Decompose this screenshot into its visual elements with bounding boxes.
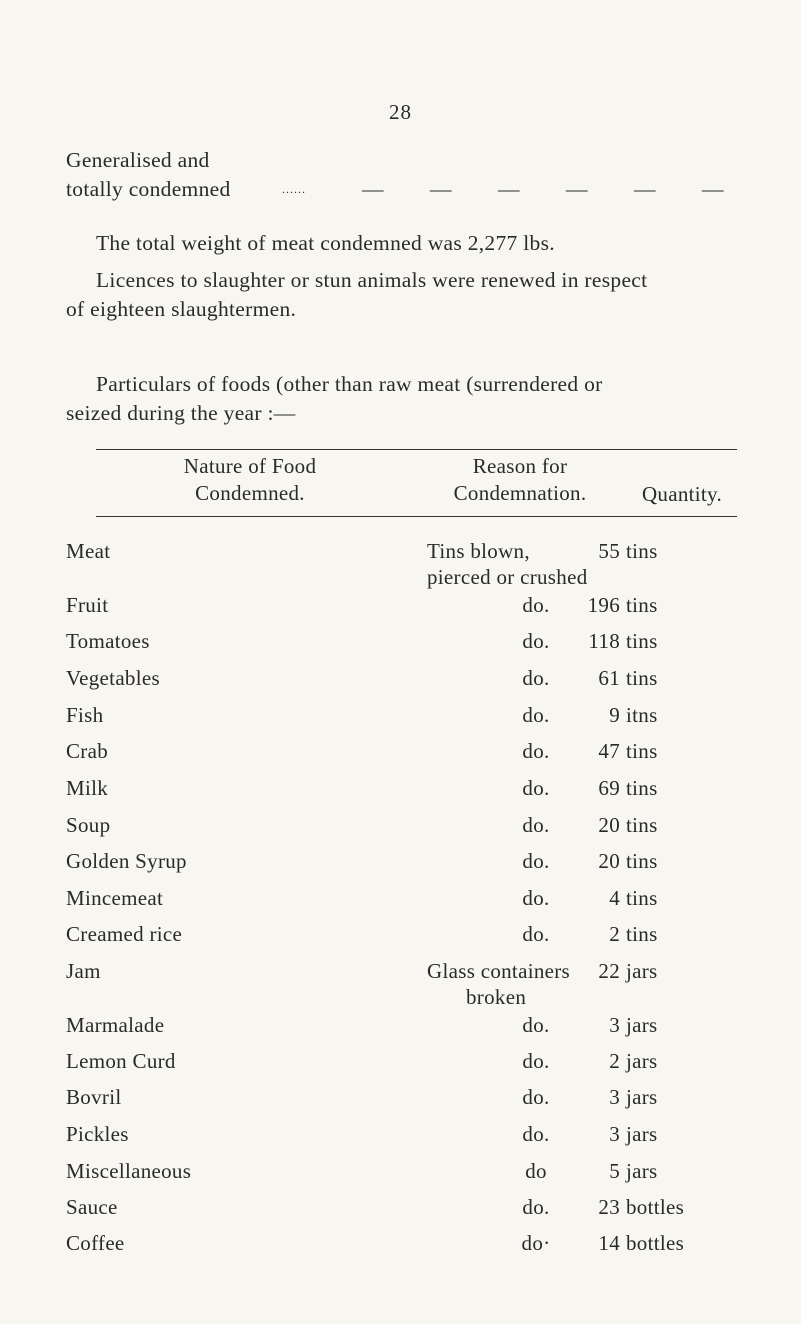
leader-dots: ...... xyxy=(282,182,306,196)
quantity-unit: jars xyxy=(626,1013,658,1037)
header-reason-line2: Condemnation. xyxy=(453,481,587,505)
condemnation-reason: do. xyxy=(522,739,550,763)
licence-paragraph xyxy=(66,266,738,324)
table-row xyxy=(66,775,746,815)
table-row xyxy=(66,1121,746,1161)
food-name: Jam xyxy=(66,959,101,983)
condemnation-reason: do xyxy=(525,1159,547,1183)
table-row xyxy=(66,921,746,961)
condemnation-reason: do. xyxy=(522,1085,550,1109)
quantity-unit: bottles xyxy=(626,1195,685,1219)
quantity-unit: itns xyxy=(626,703,658,727)
quantity-unit: tins xyxy=(626,739,658,763)
table-row xyxy=(66,1230,746,1270)
food-name: Bovril xyxy=(66,1085,122,1109)
quantity-value: 3 xyxy=(609,1122,620,1146)
quantity-unit: jars xyxy=(626,1049,658,1073)
food-name: Milk xyxy=(66,776,109,800)
licence-line2: of eighteen slaughtermen. xyxy=(66,297,297,321)
quantity-unit: tins xyxy=(626,886,658,910)
food-name: Coffee xyxy=(66,1231,125,1255)
quantity-unit: tins xyxy=(626,922,658,946)
total-weight-text: The total weight of meat condemned was 2,277 lbs. xyxy=(96,231,555,255)
licence-line1: Licences to slaughter or stun animals were renewed in respect xyxy=(96,268,648,292)
particulars-line1: Particulars of foods (other than raw meat (surrendered or xyxy=(96,372,603,396)
quantity-value: 5 xyxy=(609,1159,620,1183)
food-name: Creamed rice xyxy=(66,922,183,946)
dash-3: — xyxy=(498,177,520,201)
condemnation-reason-continued: pierced or crushed xyxy=(427,565,588,589)
quantity-value: 23 xyxy=(598,1195,620,1219)
food-name: Marmalade xyxy=(66,1013,165,1037)
condemnation-reason: do. xyxy=(522,629,550,653)
table-top-rule xyxy=(96,449,737,450)
condemnation-reason: do. xyxy=(522,703,550,727)
condemnation-reason: do. xyxy=(522,1122,550,1146)
food-name: Pickles xyxy=(66,1122,129,1146)
food-name: Vegetables xyxy=(66,666,160,690)
quantity-unit: tins xyxy=(626,629,658,653)
quantity-value: 4 xyxy=(609,886,620,910)
table-row xyxy=(66,628,746,668)
food-name: Fruit xyxy=(66,593,109,617)
quantity-unit: jars xyxy=(626,1159,658,1183)
quantity-value: 69 xyxy=(598,776,620,800)
quantity-value: 196 xyxy=(587,593,620,617)
dash-6: — xyxy=(702,177,724,201)
condemnation-reason: do. xyxy=(522,1195,550,1219)
header-nature-line2: Condemned. xyxy=(195,481,305,505)
table-row xyxy=(66,592,746,632)
generalised-line2: totally condemned xyxy=(66,177,231,201)
header-reason-line1: Reason for xyxy=(472,454,568,478)
food-name: Golden Syrup xyxy=(66,849,187,873)
dash-4: — xyxy=(566,177,588,201)
quantity-unit: tins xyxy=(626,849,658,873)
food-name: Miscellaneous xyxy=(66,1159,192,1183)
quantity-unit: tins xyxy=(626,776,658,800)
quantity-value: 9 xyxy=(609,703,620,727)
dash-5: — xyxy=(634,177,656,201)
food-name: Meat xyxy=(66,539,111,563)
table-row xyxy=(66,538,746,589)
quantity-value: 61 xyxy=(598,666,620,690)
condemnation-reason: do. xyxy=(522,849,550,873)
generalised-line1: Generalised and xyxy=(66,148,210,172)
condemnation-reason: Glass containers xyxy=(427,959,571,983)
quantity-value: 20 xyxy=(598,849,620,873)
header-quantity: Quantity. xyxy=(641,482,723,506)
condemnation-reason: do. xyxy=(522,922,550,946)
dash-2: — xyxy=(430,177,452,201)
quantity-unit: bottles xyxy=(626,1231,685,1255)
food-name: Sauce xyxy=(66,1195,118,1219)
header-nature xyxy=(150,453,350,507)
table-row xyxy=(66,1194,746,1234)
food-name: Soup xyxy=(66,813,111,837)
page-number: 28 xyxy=(389,100,412,124)
food-name: Lemon Curd xyxy=(66,1049,176,1073)
condemnation-reason: Tins blown, xyxy=(427,539,530,563)
generalised-paragraph xyxy=(66,146,738,204)
quantity-value: 2 xyxy=(609,1049,620,1073)
table-row xyxy=(66,1012,746,1052)
food-name: Crab xyxy=(66,739,109,763)
table-row xyxy=(66,702,746,742)
condemnation-reason: do. xyxy=(522,776,550,800)
quantity-value: 47 xyxy=(598,739,620,763)
quantity-value: 55 xyxy=(598,539,620,563)
particulars-paragraph xyxy=(66,370,738,428)
food-name: Fish xyxy=(66,703,104,727)
quantity-unit: jars xyxy=(626,1122,658,1146)
condemnation-reason: do. xyxy=(522,593,550,617)
quantity-value: 22 xyxy=(598,959,620,983)
condemnation-reason: do. xyxy=(522,666,550,690)
condemnation-reason-continued: broken xyxy=(466,985,527,1009)
quantity-unit: tins xyxy=(626,666,658,690)
food-name: Tomatoes xyxy=(66,629,150,653)
dash-1: — xyxy=(362,177,384,201)
condemnation-reason: do. xyxy=(522,1049,550,1073)
quantity-value: 2 xyxy=(609,922,620,946)
quantity-value: 20 xyxy=(598,813,620,837)
quantity-value: 14 xyxy=(598,1231,620,1255)
food-name: Mincemeat xyxy=(66,886,164,910)
table-row xyxy=(66,848,746,888)
quantity-unit: jars xyxy=(626,959,658,983)
table-row xyxy=(66,812,746,852)
table-row xyxy=(66,958,746,1009)
generalised-line2-row xyxy=(66,175,738,204)
table-row xyxy=(66,1048,746,1088)
quantity-unit: tins xyxy=(626,813,658,837)
quantity-unit: tins xyxy=(626,593,658,617)
quantity-unit: jars xyxy=(626,1085,658,1109)
table-row xyxy=(66,885,746,925)
quantity-value: 3 xyxy=(609,1085,620,1109)
quantity-value: 3 xyxy=(609,1013,620,1037)
quantity-value: 118 xyxy=(588,629,620,653)
particulars-line2: seized during the year :— xyxy=(66,401,296,425)
table-row xyxy=(66,665,746,705)
condemnation-reason: do. xyxy=(522,1013,550,1037)
quantity-unit: tins xyxy=(626,539,658,563)
header-nature-line1: Nature of Food xyxy=(183,454,317,478)
table-header-rule xyxy=(96,516,737,517)
condemnation-reason: do· xyxy=(521,1231,551,1255)
table-row xyxy=(66,1158,746,1198)
condemnation-reason: do. xyxy=(522,813,550,837)
header-reason xyxy=(420,453,620,507)
table-row xyxy=(66,1084,746,1124)
table-row xyxy=(66,738,746,778)
condemnation-reason: do. xyxy=(522,886,550,910)
